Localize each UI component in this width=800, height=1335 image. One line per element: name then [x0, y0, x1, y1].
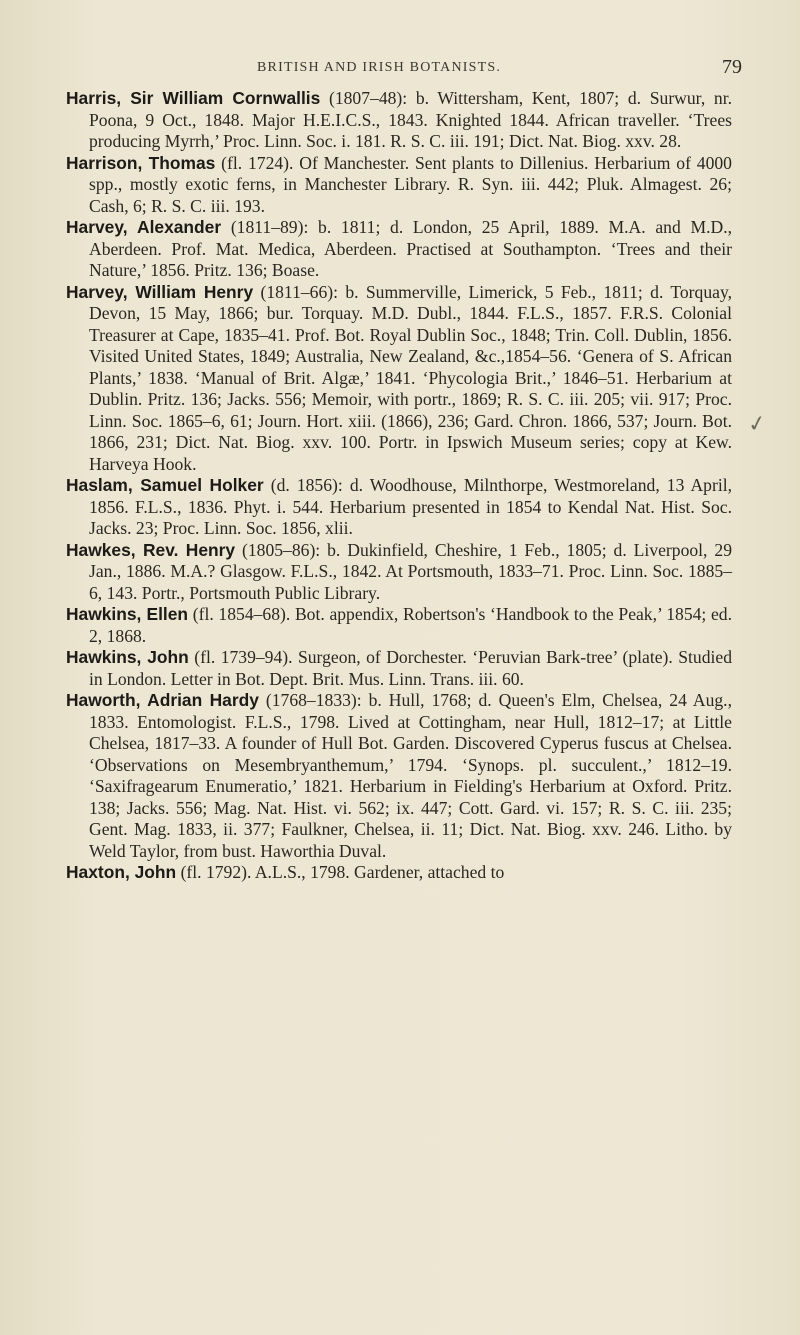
entry-name: Harrison, Thomas	[66, 152, 216, 173]
running-head: BRITISH AND IRISH BOTANISTS.	[257, 60, 502, 75]
entry-harvey-william	[66, 282, 732, 476]
entry-hawkins-john	[66, 647, 732, 690]
entry-haslam	[66, 475, 732, 540]
entry-name: Haxton, John	[66, 862, 177, 882]
entry-hawkes	[66, 540, 732, 605]
entry-hawkins-ellen	[66, 604, 732, 647]
entry-name: Harvey, William Henry	[66, 281, 254, 302]
entry-text: (fl. 1739–94). Surgeon, of Dorchester. ‘Peruvian Bark-tree’ (plate). Studied in London. Letter in Bot. Dept. Brit. Mus. Linn. Trans. iii. 60.	[89, 647, 733, 689]
entry-name: Harris, Sir William Cornwallis	[66, 88, 321, 108]
entry-text: (fl. 1792). A.L.S., 1798. Gardener, attached to	[180, 862, 505, 882]
entry-name: Hawkins, Ellen	[66, 604, 189, 624]
entry-harvey-alexander	[66, 217, 732, 282]
entry-text: (d. 1856): d. Woodhouse, Milnthorpe, Westmoreland, 13 April, 1856. F.L.S., 1836. Phyt. i. 544. Herbarium presented in 1854 to Kendal Nat. Hist. Soc. Jacks. 23; Proc. Linn. Soc. 1856, xlii.	[89, 475, 732, 538]
entry-harrison	[66, 153, 732, 218]
entry-name: Haworth, Adrian Hardy	[66, 690, 259, 710]
entry-text: (fl. 1854–68). Bot. appendix, Robertson's ‘Handbook to the Peak,’ 1854; ed. 2, 1868.	[89, 604, 732, 646]
entry-text: (1811–89): b. 1811; d. London, 25 April, 1889. M.A. and M.D., Aberdeen. Prof. Mat. Medica, Aberdeen. Practised at Southampton. ‘Trees and their Nature,’ 1856. Pritz. 136; Boase.	[89, 217, 732, 280]
entry-text: (1768–1833): b. Hull, 1768; d. Queen's Elm, Chelsea, 24 Aug., 1833. Entomologist. F.L.S., 1798. Lived at Cottingham, near Hull, 1812–17; at Little Chelsea, 1817–33. A founder of Hull Bot. Garden. Discovered Cyperus fuscus at Chelsea. ‘Observations on Mesembryanthemum,’ 1794. ‘Synops. pl. succulent.,’ 1812–19. ‘Saxifragearum Enumeratio,’ 1821. Herbarium in Fielding's Herbarium at Oxford. Pritz. 138; Jacks. 556; Mag. Nat. Hist. vi. 562; ix. 447; Cott. Gard. vi. 157; R. S. C. iii. 235; Gent. Mag. 1833, ii. 377; Faulkner, Chelsea, ii. 11; Dict. Nat. Biog. xxv. 246. Litho. by Weld Taylor, from bust. Haworthia Duval.	[89, 690, 732, 861]
entry-text: (fl. 1724). Of Manchester. Sent plants to Dillenius. Herbarium of 4000 spp., mostly exotic ferns, in Manchester Library. R. Syn. iii. 442; Pluk. Almagest. 26; Cash, 6; R. S. C. iii. 193.	[89, 152, 732, 216]
entry-haworth	[66, 690, 732, 862]
entry-name: Haslam, Samuel Holker	[66, 475, 264, 495]
margin-check-mark: ✓	[745, 410, 769, 439]
entry-name: Hawkins, John	[66, 647, 189, 667]
entry-list	[66, 88, 732, 884]
entry-text: (1811–66): b. Summerville, Limerick, 5 Feb., 1811; d. Torquay, Devon, 15 May, 1866; bur. Torquay. M.D. Dubl., 1844. F.L.S., 1857. F.R.S. Colonial Treasurer at Cape, 1835–41. Prof. Bot. Royal Dublin Soc., 1848; Trin. Coll. Dublin, 1856. Visited United States, 1849; Australia, New Zealand, &c.,1854–56. ‘Genera of S. African Plants,’ 1838. ‘Manual of Brit. Algæ,’ 1841. ‘Phycologia Brit.,’ 1846–51. Herbarium at Dublin. Pritz. 136; Jacks. 556; Memoir, with portr., 1869; R. S. C. iii. 205; vii. 917; Proc. Linn. Soc. 1865–6, 61; Journ. Hort. xiii. (1866), 236; Gard. Chron. 1866, 537; Journ. Bot. 1866, 231; Dict. Nat. Biog. xxv. 100. Portr. in Ipswich Museum series; copy at Kew. Harveya Hook.	[89, 281, 732, 474]
entry-name: Hawkes, Rev. Henry	[66, 539, 236, 560]
entry-text: (1807–48): b. Wittersham, Kent, 1807; d. Surwur, nr. Poona, 9 Oct., 1848. Major H.E.I.C.S., 1843. Knighted 1844. African traveller. ‘Trees producing Myrrh,’ Proc. Linn. Soc. i. 181. R. S. C. iii. 191; Dict. Nat. Biog. xxv. 28.	[89, 88, 732, 151]
entry-harris	[66, 88, 732, 153]
entry-haxton	[66, 862, 732, 884]
page-number: 79	[722, 56, 742, 78]
entry-text: (1805–86): b. Dukinfield, Cheshire, 1 Feb., 1805; d. Liverpool, 29 Jan., 1886. M.A.? Glasgow. F.L.S., 1842. At Portsmouth, 1833–71. Proc. Linn. Soc. 1885–6, 143. Portr., Portsmouth Public Library.	[89, 539, 732, 603]
entry-name: Harvey, Alexander	[66, 217, 222, 237]
